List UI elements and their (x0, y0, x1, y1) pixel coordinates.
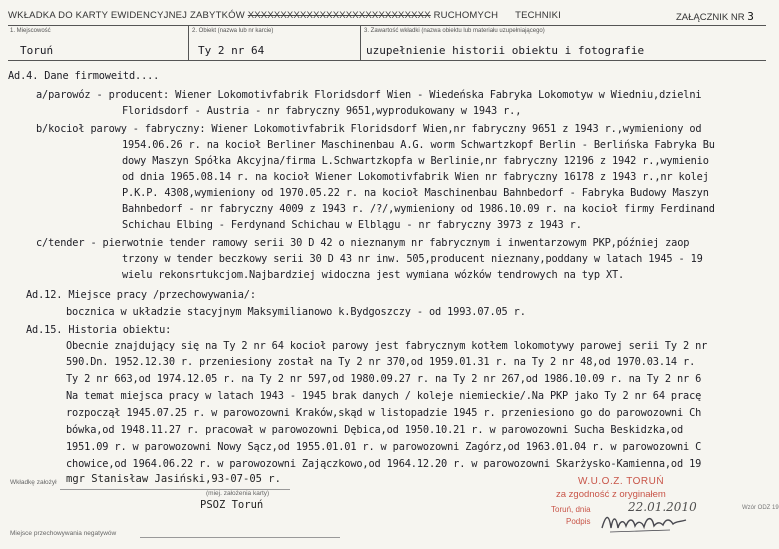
text-line: a/parowóz - producent: Wiener Lokomotivfabrik Floridsdorf Wien - Wiedeńska Fabryka Lokomotyw w Wiedniu,dzielni (36, 89, 702, 101)
text-line: trzony w tender beczkowy serii 30 D 43 nr inw. 505,producent nieznany,poddany w latach 1945 - 19 (122, 253, 703, 265)
form-title-text: WKŁADKA DO KARTY EWIDENCYJNEJ ZABYTKÓW (8, 10, 245, 21)
stamp-org: W.U.O.Z. TORUŃ (578, 476, 665, 487)
field3-value: uzupełnienie historii obiektu i fotografie (366, 44, 645, 57)
header-rule-1 (8, 25, 766, 26)
text-line: P.K.P. 4308,wymieniony od 1970.05.22 r. na kocioł Maschinenbau Bahnbedorf - Fabryka Budowy Maszyn (122, 187, 709, 199)
storage-label: Miejsce przechowywania negatywów (10, 530, 117, 537)
pattern-label: Wzór ODZ 19 (742, 505, 779, 511)
storage-underline (140, 537, 340, 538)
header-divider-1 (188, 25, 189, 60)
text-line: Ty 2 nr 663,od 1974.12.05 r. na Ty 2 nr 597,od 1980.09.27 r. na Ty 2 nr 267,od 1986.10.09 r. na Ty 2 nr 6 (66, 373, 702, 385)
text-line: Ad.12. Miejsce pracy /przechowywania/: (26, 289, 256, 301)
text-line: bówka,od 1948.11.27 r. pracował w parowozowni Dębica,od 1950.10.21 r. w parowozowni Sucha Beskidzka,od (66, 424, 684, 436)
annex-label (676, 10, 754, 23)
text-line: rozpoczął 1945.07.25 r. w parowozowni Kraków,skąd w listopadzie 1945 r. przeniesiono go do parowozowni Ch (66, 407, 702, 419)
handwritten-date: 22.01.2010 (628, 500, 697, 514)
text-line: Ad.15. Historia obiektu: (26, 324, 172, 336)
stamp-conformity: za zgodność z oryginałem (556, 489, 666, 500)
header-rule-2 (8, 60, 766, 61)
field2-label: 2. Obiekt (nazwa lub nr karcie) (192, 28, 274, 34)
text-line: Bahnbedorf - nr fabryczny 4009 z 1943 r. /?/,wymieniony od 1986.10.09 r. na kocioł firmy Ferdinand (122, 203, 715, 215)
stamp-place-date: Toruń, dnia (551, 505, 591, 514)
annex-number: 3 (747, 10, 754, 23)
annex-label-text: ZAŁĄCZNIK NR (676, 12, 745, 23)
text-line: 590.Dn. 1952.12.30 r. przeniesiony został na Ty 2 nr 370,od 1959.01.31 r. na Ty 2 nr 48,od 1970.03.14 r. (66, 356, 696, 368)
certification-stamp (548, 474, 738, 544)
form-title (8, 10, 561, 21)
text-line: 1951.09 r. w parowozowni Nowy Sącz,od 1955.01.01 r. w parowozowni Zagórz,od 1963.01.04 r. w parowozowni C (66, 441, 702, 453)
field3-label: 3. Zawartość wkładki (nazwa obiektu lub materiału uzupełniającego) (364, 28, 545, 34)
text-line: od dnia 1965.08.14 r. na kocioł Wiener Lokomotivfabrik Wien nr fabryczny 16178 z 1943 r.,nr kolej (122, 171, 709, 183)
field2-value: Ty 2 nr 64 (198, 44, 265, 57)
text-line: wielu rekonsrtukcjom.Najbardziej widoczna jest wymiana wózków tendrowych na typ XT. (122, 269, 625, 281)
struck-text: XXXXXXXXXXXXXXXXXXXXXXXXXXXX (247, 10, 431, 21)
prepared-value: mgr Stanisław Jasiński,93-07-05 r. (66, 473, 281, 485)
text-line: Ad.4. Dane firmoweitd.... (8, 70, 160, 82)
text-line: 1954.06.26 r. na kocioł Berliner Maschinenbau A.G. worm Schwartzkopf Berlin - Berlińska Fabryka Bu (122, 139, 715, 151)
storage-sub-label: (miej. założenia karty) (206, 490, 270, 497)
stamp-signature-label: Podpis (566, 517, 591, 526)
storage-value: PSOZ Toruń (200, 499, 264, 511)
signature-icon (600, 510, 690, 536)
text-line: b/kocioł parowy - fabryczny: Wiener Lokomotivfabrik Floridsdorf Wien,nr fabryczny 9651 z 1943 r.,wymieniony od (36, 123, 702, 135)
text-line: bocznica w układzie stacyjnym Maksymilianowo k.Bydgoszczy - od 1993.07.05 r. (66, 306, 526, 318)
text-line: c/tender - pierwotnie tender ramowy serii 30 D 42 o nieznanym nr fabrycznym i inwentarzowym PKP,później zaop (36, 237, 690, 249)
form-title-end: RUCHOMYCH (433, 10, 499, 21)
text-line: dowy Maszyn Spółka Akcyjna/firma L.Schwartzkopfa w Berlinie,nr fabryczny 12196 z 1942 r.,wymienio (122, 155, 709, 167)
field1-label: 1. Miejscowość (10, 28, 51, 34)
text-line: chowice,od 1964.06.22 r. w parowozowni Zajączkowo,od 1964.12.20 r. w parowozowni Skarżysko-Kamienna,od 19 (66, 458, 702, 470)
text-line: Floridsdorf - Austria - nr fabryczny 9651,wyprodukowany w 1943 r., (122, 105, 522, 117)
header-divider-2 (360, 25, 361, 60)
text-line: Na temat miejsca pracy w latach 1943 - 1945 brak danych / koleje niemieckie/.Na PKP jako Ty 2 nr 64 pracę (66, 390, 702, 402)
text-line: Schichau Elbing - Ferdynand Schichau w Elblągu - nr fabryczny 3973 z 1943 r. (122, 219, 582, 231)
prepared-label: Wkładkę założył (10, 479, 57, 486)
field1-value: Toruń (20, 44, 54, 57)
form-category: TECHNIKI (515, 10, 562, 21)
text-line: Obecnie znajdujący się na Ty 2 nr 64 kocioł parowy jest fabrycznym kotłem lokomotywy parowej serii Ty 2 nr (66, 340, 708, 352)
